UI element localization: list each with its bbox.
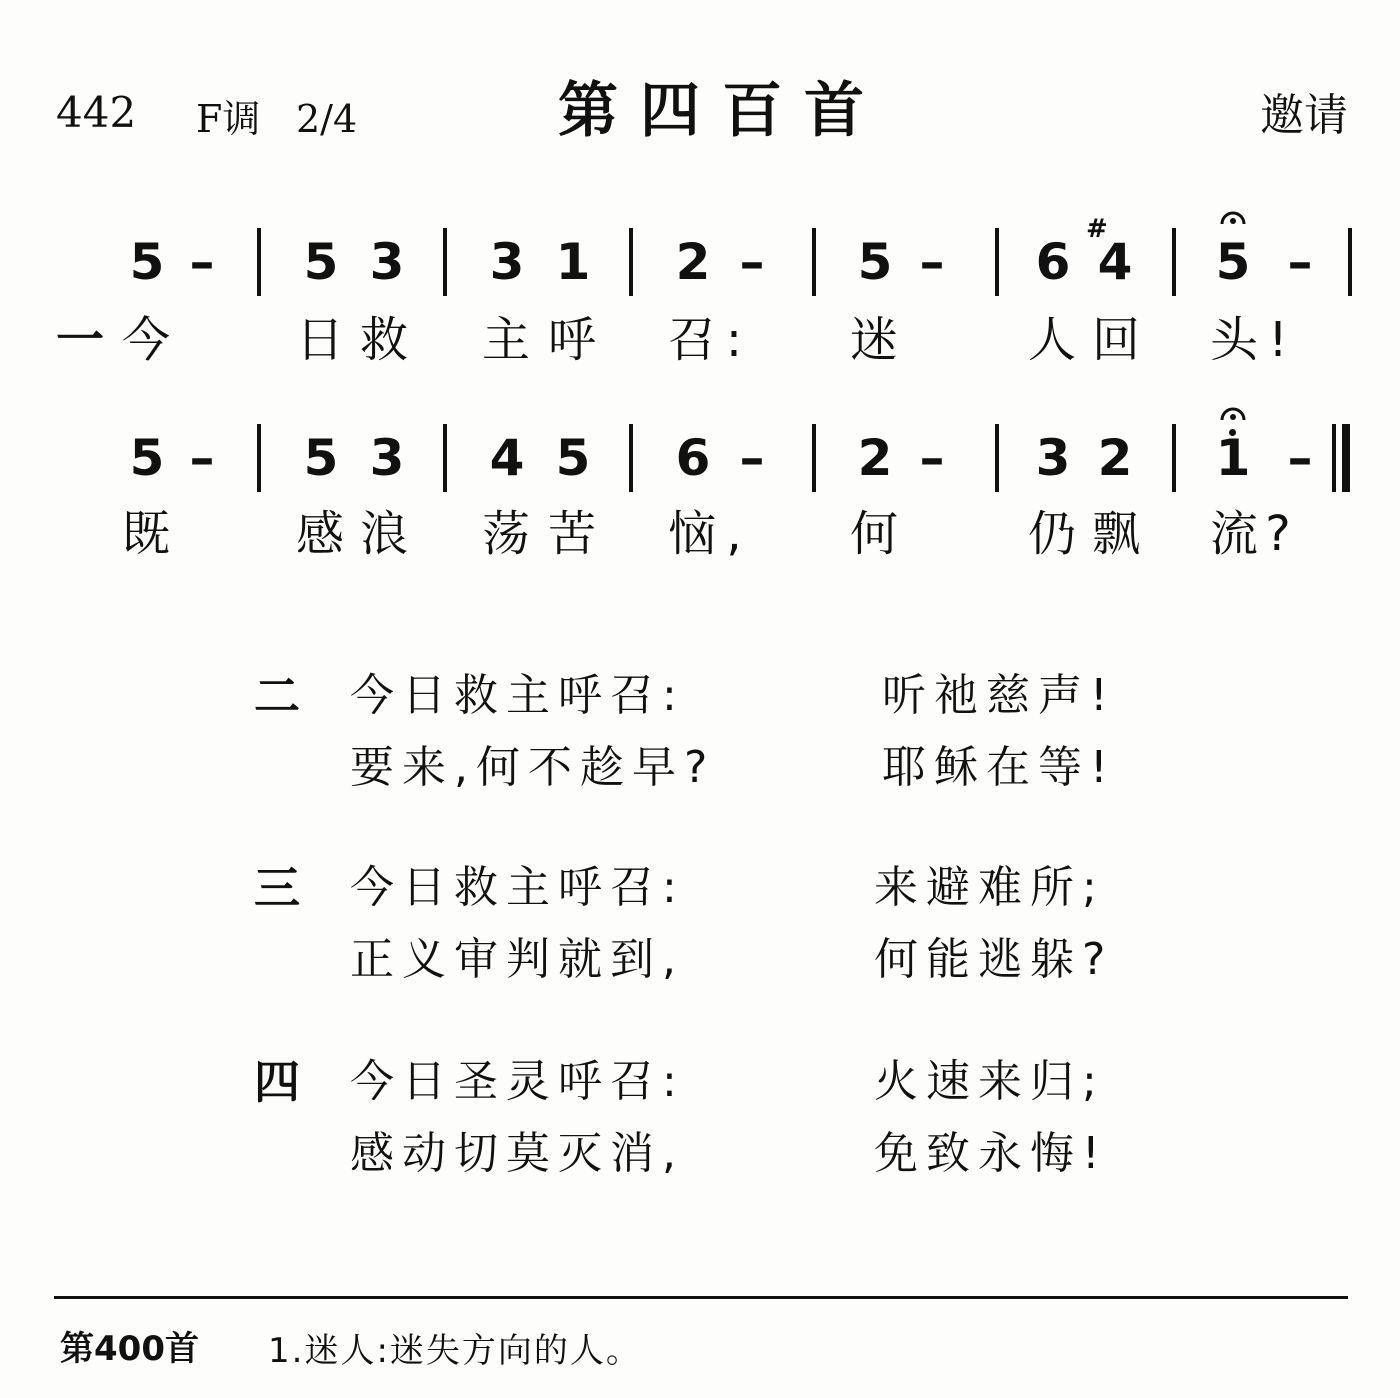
- key-signature: F调: [196, 97, 261, 141]
- bar-line: [812, 424, 816, 492]
- note: 5: [857, 233, 893, 291]
- verse-number: 三: [254, 861, 300, 915]
- lyric-syllable: 今: [121, 312, 170, 368]
- duration-dash: –: [739, 233, 765, 291]
- final-bar-thin: [1332, 424, 1336, 492]
- verse-text: 耶稣在等!: [882, 742, 1116, 793]
- lyric-syllable: 既: [121, 506, 170, 562]
- lyric-syllable: 飘: [1091, 506, 1140, 562]
- verse-text: 今日圣灵呼召:: [350, 1056, 685, 1107]
- note: 1: [1215, 429, 1251, 487]
- bar-line: [629, 424, 633, 492]
- verse-text: 今日救主呼召:: [350, 670, 685, 721]
- verse-text: 听祂慈声!: [882, 670, 1116, 721]
- verse-text: 火速来归;: [874, 1056, 1105, 1107]
- verse-number: 二: [254, 669, 300, 723]
- note: 2: [857, 429, 893, 487]
- note: 5: [303, 233, 339, 291]
- duration-dash: –: [919, 233, 945, 291]
- sharp-sign: #: [1086, 214, 1108, 244]
- lyric-syllable: 苦: [547, 506, 596, 562]
- fermata-icon: [1220, 402, 1246, 422]
- note: 2: [1097, 429, 1133, 487]
- note: 6: [1035, 233, 1071, 291]
- verse-text: 感动切莫灭消,: [350, 1128, 684, 1179]
- lyric-syllable: 回: [1091, 312, 1140, 368]
- lyric-syllable: 浪: [359, 506, 408, 562]
- fermata-icon: [1220, 206, 1246, 226]
- bar-line: [443, 424, 447, 492]
- duration-dash: –: [189, 429, 215, 487]
- verse-text: 免致永悔!: [874, 1128, 1108, 1179]
- verse-text: 来避难所;: [874, 862, 1105, 913]
- verse-text: 今日救主呼召:: [350, 862, 685, 913]
- bar-line: [1172, 424, 1176, 492]
- note: 3: [369, 233, 405, 291]
- note: 3: [369, 429, 405, 487]
- lyric-syllable: 恼: [667, 506, 716, 562]
- bar-line: [629, 228, 633, 296]
- note: 3: [489, 233, 525, 291]
- final-bar-thick: [1342, 424, 1350, 492]
- verse-number: 四: [254, 1055, 300, 1109]
- duration-dash: –: [919, 429, 945, 487]
- note: 5: [1215, 233, 1251, 291]
- footnote-text: 1.迷人:迷失方向的人。: [268, 1331, 642, 1371]
- footnote-divider: [54, 1296, 1348, 1299]
- bar-line: [1172, 228, 1176, 296]
- page-number: 442: [56, 88, 137, 137]
- lyric-syllable: 召: [667, 312, 716, 368]
- lyric-punctuation: ?: [1265, 506, 1291, 562]
- verse-text: 何能逃躲?: [874, 934, 1114, 985]
- note: 2: [675, 233, 711, 291]
- hymn-theme: 邀请: [1260, 90, 1348, 141]
- verse-text: 要来,何不趁早?: [350, 742, 716, 793]
- bar-line: [812, 228, 816, 296]
- duration-dash: –: [1287, 429, 1313, 487]
- lyric-punctuation: :: [725, 312, 743, 368]
- note: 4: [489, 429, 525, 487]
- verse-text: 正义审判就到,: [350, 934, 684, 985]
- lyric-punctuation: ,: [726, 506, 742, 562]
- bar-line: [1348, 228, 1352, 296]
- note: 5: [129, 429, 165, 487]
- note: 1: [555, 233, 591, 291]
- lyric-syllable: 日: [295, 312, 344, 368]
- note: 6: [675, 429, 711, 487]
- bar-line: [257, 424, 261, 492]
- bar-line: [995, 228, 999, 296]
- lyric-syllable: 主: [481, 312, 530, 368]
- lyric-syllable: 呼: [547, 312, 596, 368]
- verse-number: 一: [56, 312, 105, 368]
- lyric-syllable: 流: [1209, 506, 1258, 562]
- lyric-syllable: 荡: [481, 506, 530, 562]
- bar-line: [257, 228, 261, 296]
- time-signature: 2/4: [296, 97, 358, 141]
- lyric-punctuation: !: [1268, 312, 1288, 368]
- lyric-syllable: 何: [849, 506, 898, 562]
- note: 5: [555, 429, 591, 487]
- footnote-reference: 第400首: [60, 1329, 199, 1369]
- lyric-syllable: 仍: [1027, 506, 1076, 562]
- note: 5: [303, 429, 339, 487]
- lyric-syllable: 迷: [849, 312, 898, 368]
- note: 3: [1035, 429, 1071, 487]
- lyric-syllable: 救: [359, 312, 408, 368]
- bar-line: [995, 424, 999, 492]
- hymn-title: 第四百首: [558, 76, 886, 146]
- duration-dash: –: [1287, 233, 1313, 291]
- lyric-syllable: 感: [295, 506, 344, 562]
- lyric-syllable: 人: [1027, 312, 1076, 368]
- duration-dash: –: [189, 233, 215, 291]
- note: 5: [129, 233, 165, 291]
- duration-dash: –: [739, 429, 765, 487]
- bar-line: [443, 228, 447, 296]
- note: 4: [1097, 233, 1133, 291]
- lyric-syllable: 头: [1209, 312, 1258, 368]
